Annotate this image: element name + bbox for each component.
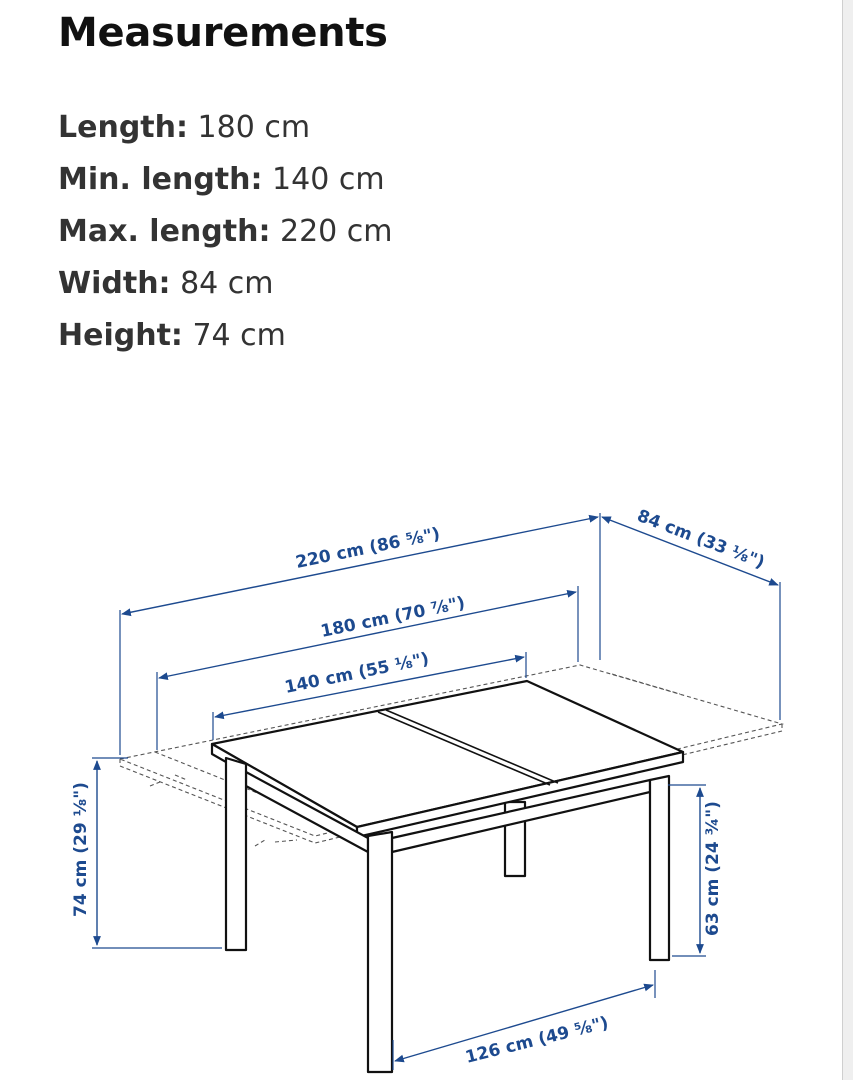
dim-width: [602, 506, 780, 720]
dim-height: [71, 758, 222, 948]
spec-label: Min. length:: [58, 162, 263, 197]
page-title: Measurements: [58, 10, 388, 56]
dim-leg-spacing-label: 126 cm (49 ⅝"): [463, 1012, 611, 1068]
spec-label: Height:: [58, 318, 183, 353]
dim-max-length-label: 220 cm (86 ⅝"): [294, 524, 442, 573]
spec-label: Max. length:: [58, 214, 271, 249]
spec-value: 74 cm: [192, 318, 286, 353]
dim-leg-clearance-label: 63 cm (24 ¾"): [703, 801, 723, 936]
measurement-list: [58, 106, 393, 366]
spec-value: 84 cm: [180, 266, 274, 301]
spec-height: [58, 314, 393, 366]
dim-leg-clearance: [668, 785, 723, 956]
spec-width: [58, 262, 393, 314]
spec-value: 180 cm: [197, 110, 311, 145]
dim-width-label: 84 cm (33 ⅛"): [634, 505, 768, 573]
scrollbar[interactable]: [843, 0, 853, 1080]
dim-length-label: 180 cm (70 ⅞"): [319, 593, 467, 642]
dim-leg-spacing: [393, 970, 655, 1070]
spec-length: [58, 106, 393, 158]
spec-label: Width:: [58, 266, 171, 301]
dim-height-label: 74 cm (29 ⅛"): [71, 782, 91, 917]
dim-min-length-label: 140 cm (55 ⅛"): [283, 649, 431, 698]
spec-value: 140 cm: [272, 162, 385, 197]
spec-max-length: [58, 210, 393, 262]
table-dimension-diagram: [0, 480, 820, 1080]
spec-min-length: [58, 158, 393, 210]
spec-value: 220 cm: [280, 214, 393, 249]
spec-label: Length:: [58, 110, 188, 145]
